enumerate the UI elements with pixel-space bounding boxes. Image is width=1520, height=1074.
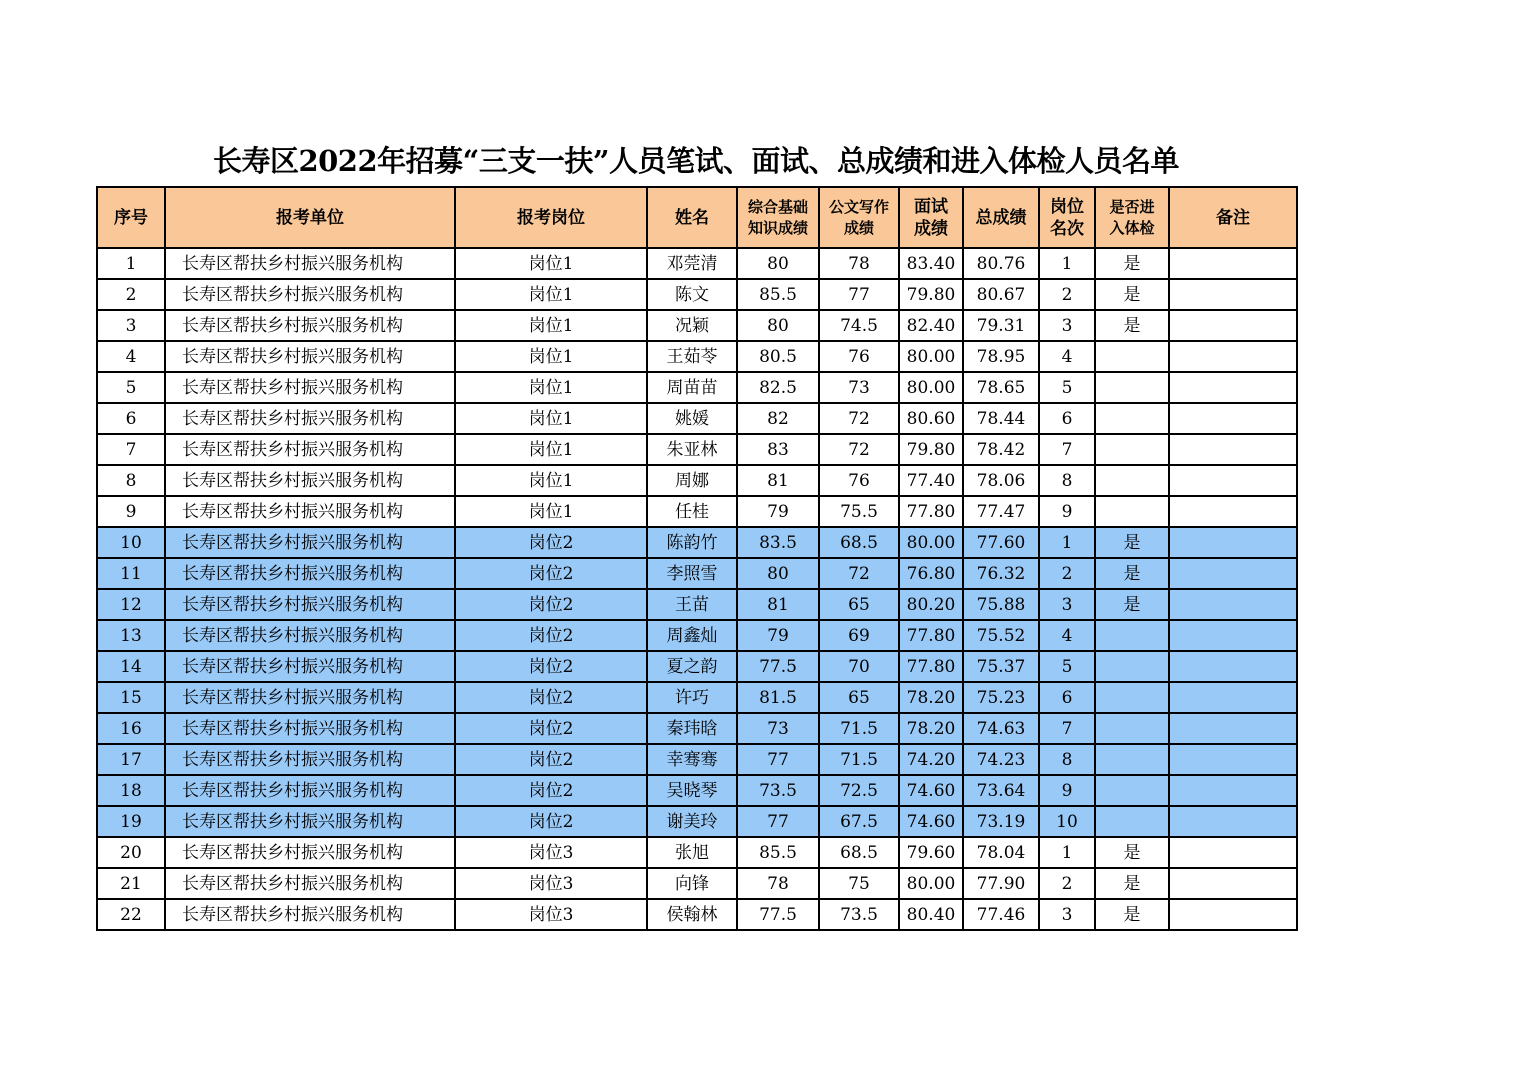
cell-name: 王茹苓 bbox=[647, 341, 737, 372]
cell-writing-score: 69 bbox=[819, 620, 899, 651]
cell-interview-score: 80.20 bbox=[899, 589, 963, 620]
cell-remark bbox=[1169, 279, 1297, 310]
header-line: 岗位 bbox=[1050, 196, 1084, 217]
cell-remark bbox=[1169, 744, 1297, 775]
cell-basic-score: 82.5 bbox=[737, 372, 819, 403]
cell-basic-score: 73 bbox=[737, 713, 819, 744]
cell-total: 79.31 bbox=[963, 310, 1039, 341]
cell-interview-score: 78.20 bbox=[899, 682, 963, 713]
header-line: 成绩 bbox=[914, 218, 948, 239]
table-row bbox=[97, 465, 1297, 496]
cell-interview-score: 80.00 bbox=[899, 868, 963, 899]
cell-writing-score: 74.5 bbox=[819, 310, 899, 341]
cell-unit: 长寿区帮扶乡村振兴服务机构 bbox=[165, 589, 455, 620]
header-line: 是否进 bbox=[1109, 197, 1155, 216]
cell-post: 岗位1 bbox=[455, 465, 647, 496]
col-header-interview-score bbox=[899, 187, 963, 248]
col-header-unit: 报考单位 bbox=[165, 187, 455, 248]
cell-unit: 长寿区帮扶乡村振兴服务机构 bbox=[165, 868, 455, 899]
cell-medical-exam bbox=[1095, 434, 1169, 465]
cell-interview-score: 79.60 bbox=[899, 837, 963, 868]
header-line: 面试 bbox=[914, 196, 948, 217]
cell-medical-exam: 是 bbox=[1095, 868, 1169, 899]
cell-interview-score: 80.40 bbox=[899, 899, 963, 930]
cell-post: 岗位3 bbox=[455, 837, 647, 868]
cell-total: 78.04 bbox=[963, 837, 1039, 868]
cell-post: 岗位1 bbox=[455, 279, 647, 310]
cell-interview-score: 78.20 bbox=[899, 713, 963, 744]
cell-interview-score: 77.80 bbox=[899, 496, 963, 527]
cell-interview-score: 76.80 bbox=[899, 558, 963, 589]
table-row bbox=[97, 341, 1297, 372]
cell-remark bbox=[1169, 527, 1297, 558]
cell-name: 侯翰林 bbox=[647, 899, 737, 930]
cell-writing-score: 72 bbox=[819, 403, 899, 434]
cell-total: 80.67 bbox=[963, 279, 1039, 310]
cell-post: 岗位1 bbox=[455, 310, 647, 341]
cell-post: 岗位2 bbox=[455, 806, 647, 837]
table-row bbox=[97, 775, 1297, 806]
cell-medical-exam bbox=[1095, 744, 1169, 775]
col-header-basic-score bbox=[737, 187, 819, 248]
cell-seq: 2 bbox=[97, 279, 165, 310]
table-row bbox=[97, 744, 1297, 775]
cell-basic-score: 77 bbox=[737, 744, 819, 775]
table-row bbox=[97, 403, 1297, 434]
cell-unit: 长寿区帮扶乡村振兴服务机构 bbox=[165, 837, 455, 868]
header-line: 成绩 bbox=[843, 218, 874, 237]
cell-rank: 7 bbox=[1039, 434, 1095, 465]
cell-interview-score: 80.00 bbox=[899, 341, 963, 372]
cell-basic-score: 77 bbox=[737, 806, 819, 837]
table-row bbox=[97, 434, 1297, 465]
cell-unit: 长寿区帮扶乡村振兴服务机构 bbox=[165, 434, 455, 465]
cell-name: 许巧 bbox=[647, 682, 737, 713]
col-header-post: 报考岗位 bbox=[455, 187, 647, 248]
cell-post: 岗位1 bbox=[455, 403, 647, 434]
cell-seq: 17 bbox=[97, 744, 165, 775]
header-row bbox=[97, 187, 1297, 248]
table-row bbox=[97, 496, 1297, 527]
cell-medical-exam: 是 bbox=[1095, 837, 1169, 868]
cell-medical-exam bbox=[1095, 651, 1169, 682]
cell-total: 78.95 bbox=[963, 341, 1039, 372]
cell-unit: 长寿区帮扶乡村振兴服务机构 bbox=[165, 465, 455, 496]
header-line: 名次 bbox=[1050, 218, 1084, 239]
cell-remark bbox=[1169, 713, 1297, 744]
cell-writing-score: 71.5 bbox=[819, 713, 899, 744]
cell-medical-exam: 是 bbox=[1095, 527, 1169, 558]
cell-unit: 长寿区帮扶乡村振兴服务机构 bbox=[165, 620, 455, 651]
cell-interview-score: 80.00 bbox=[899, 372, 963, 403]
cell-post: 岗位2 bbox=[455, 775, 647, 806]
cell-seq: 5 bbox=[97, 372, 165, 403]
cell-writing-score: 67.5 bbox=[819, 806, 899, 837]
cell-interview-score: 80.00 bbox=[899, 527, 963, 558]
cell-unit: 长寿区帮扶乡村振兴服务机构 bbox=[165, 527, 455, 558]
cell-medical-exam bbox=[1095, 403, 1169, 434]
cell-post: 岗位3 bbox=[455, 899, 647, 930]
cell-unit: 长寿区帮扶乡村振兴服务机构 bbox=[165, 372, 455, 403]
cell-writing-score: 72.5 bbox=[819, 775, 899, 806]
cell-total: 78.44 bbox=[963, 403, 1039, 434]
cell-interview-score: 80.60 bbox=[899, 403, 963, 434]
table-body bbox=[97, 248, 1297, 930]
cell-remark bbox=[1169, 620, 1297, 651]
cell-seq: 9 bbox=[97, 496, 165, 527]
table-row bbox=[97, 837, 1297, 868]
cell-interview-score: 77.80 bbox=[899, 620, 963, 651]
cell-writing-score: 68.5 bbox=[819, 837, 899, 868]
cell-basic-score: 79 bbox=[737, 620, 819, 651]
cell-name: 秦玮晗 bbox=[647, 713, 737, 744]
cell-rank: 1 bbox=[1039, 248, 1095, 279]
cell-post: 岗位2 bbox=[455, 589, 647, 620]
cell-post: 岗位2 bbox=[455, 744, 647, 775]
col-header-total: 总成绩 bbox=[963, 187, 1039, 248]
cell-remark bbox=[1169, 837, 1297, 868]
table-row bbox=[97, 558, 1297, 589]
cell-seq: 6 bbox=[97, 403, 165, 434]
col-header-medical-exam bbox=[1095, 187, 1169, 248]
table-row bbox=[97, 651, 1297, 682]
cell-seq: 7 bbox=[97, 434, 165, 465]
cell-seq: 16 bbox=[97, 713, 165, 744]
cell-total: 77.47 bbox=[963, 496, 1039, 527]
table-row bbox=[97, 868, 1297, 899]
cell-post: 岗位2 bbox=[455, 713, 647, 744]
cell-post: 岗位2 bbox=[455, 651, 647, 682]
table-row bbox=[97, 527, 1297, 558]
cell-name: 周鑫灿 bbox=[647, 620, 737, 651]
cell-remark bbox=[1169, 341, 1297, 372]
cell-interview-score: 79.80 bbox=[899, 434, 963, 465]
cell-interview-score: 74.60 bbox=[899, 775, 963, 806]
cell-remark bbox=[1169, 682, 1297, 713]
cell-writing-score: 78 bbox=[819, 248, 899, 279]
cell-medical-exam bbox=[1095, 682, 1169, 713]
cell-writing-score: 65 bbox=[819, 682, 899, 713]
cell-rank: 4 bbox=[1039, 341, 1095, 372]
cell-medical-exam bbox=[1095, 465, 1169, 496]
cell-seq: 14 bbox=[97, 651, 165, 682]
cell-unit: 长寿区帮扶乡村振兴服务机构 bbox=[165, 496, 455, 527]
cell-post: 岗位1 bbox=[455, 372, 647, 403]
cell-name: 张旭 bbox=[647, 837, 737, 868]
cell-interview-score: 77.40 bbox=[899, 465, 963, 496]
cell-basic-score: 80.5 bbox=[737, 341, 819, 372]
cell-remark bbox=[1169, 558, 1297, 589]
cell-rank: 1 bbox=[1039, 527, 1095, 558]
table-row bbox=[97, 899, 1297, 930]
cell-unit: 长寿区帮扶乡村振兴服务机构 bbox=[165, 310, 455, 341]
cell-seq: 13 bbox=[97, 620, 165, 651]
cell-total: 76.32 bbox=[963, 558, 1039, 589]
cell-name: 王苗 bbox=[647, 589, 737, 620]
cell-total: 75.37 bbox=[963, 651, 1039, 682]
table-row bbox=[97, 248, 1297, 279]
results-table bbox=[96, 186, 1298, 931]
cell-remark bbox=[1169, 248, 1297, 279]
cell-basic-score: 83.5 bbox=[737, 527, 819, 558]
cell-basic-score: 73.5 bbox=[737, 775, 819, 806]
cell-post: 岗位1 bbox=[455, 248, 647, 279]
header-line: 知识成绩 bbox=[747, 218, 808, 237]
cell-seq: 18 bbox=[97, 775, 165, 806]
table-row bbox=[97, 372, 1297, 403]
cell-interview-score: 74.60 bbox=[899, 806, 963, 837]
cell-writing-score: 76 bbox=[819, 465, 899, 496]
cell-basic-score: 77.5 bbox=[737, 899, 819, 930]
cell-name: 任桂 bbox=[647, 496, 737, 527]
cell-rank: 6 bbox=[1039, 403, 1095, 434]
cell-name: 姚媛 bbox=[647, 403, 737, 434]
cell-rank: 3 bbox=[1039, 310, 1095, 341]
cell-writing-score: 76 bbox=[819, 341, 899, 372]
cell-rank: 4 bbox=[1039, 620, 1095, 651]
cell-basic-score: 83 bbox=[737, 434, 819, 465]
col-header-name: 姓名 bbox=[647, 187, 737, 248]
cell-unit: 长寿区帮扶乡村振兴服务机构 bbox=[165, 806, 455, 837]
cell-remark bbox=[1169, 434, 1297, 465]
cell-post: 岗位2 bbox=[455, 682, 647, 713]
cell-total: 75.23 bbox=[963, 682, 1039, 713]
cell-name: 况颖 bbox=[647, 310, 737, 341]
cell-unit: 长寿区帮扶乡村振兴服务机构 bbox=[165, 682, 455, 713]
cell-remark bbox=[1169, 465, 1297, 496]
cell-writing-score: 70 bbox=[819, 651, 899, 682]
cell-seq: 20 bbox=[97, 837, 165, 868]
cell-name: 谢美玲 bbox=[647, 806, 737, 837]
cell-name: 向锋 bbox=[647, 868, 737, 899]
cell-remark bbox=[1169, 496, 1297, 527]
cell-total: 78.65 bbox=[963, 372, 1039, 403]
cell-rank: 8 bbox=[1039, 744, 1095, 775]
cell-seq: 19 bbox=[97, 806, 165, 837]
header-line: 综合基础 bbox=[747, 197, 808, 216]
cell-rank: 5 bbox=[1039, 651, 1095, 682]
cell-total: 75.88 bbox=[963, 589, 1039, 620]
cell-name: 邓莞清 bbox=[647, 248, 737, 279]
cell-remark bbox=[1169, 310, 1297, 341]
col-header-rank bbox=[1039, 187, 1095, 248]
cell-post: 岗位1 bbox=[455, 341, 647, 372]
page-title: 长寿区2022年招募“三支一扶”人员笔试、面试、总成绩和进入体检人员名单 bbox=[212, 144, 1180, 178]
cell-remark bbox=[1169, 372, 1297, 403]
cell-medical-exam bbox=[1095, 806, 1169, 837]
cell-post: 岗位1 bbox=[455, 496, 647, 527]
cell-basic-score: 79 bbox=[737, 496, 819, 527]
cell-unit: 长寿区帮扶乡村振兴服务机构 bbox=[165, 651, 455, 682]
cell-rank: 1 bbox=[1039, 837, 1095, 868]
col-header-seq: 序号 bbox=[97, 187, 165, 248]
cell-basic-score: 77.5 bbox=[737, 651, 819, 682]
cell-writing-score: 75.5 bbox=[819, 496, 899, 527]
cell-basic-score: 85.5 bbox=[737, 837, 819, 868]
cell-name: 幸骞骞 bbox=[647, 744, 737, 775]
cell-writing-score: 72 bbox=[819, 434, 899, 465]
cell-name: 朱亚林 bbox=[647, 434, 737, 465]
cell-total: 78.06 bbox=[963, 465, 1039, 496]
table-row bbox=[97, 310, 1297, 341]
table-row bbox=[97, 806, 1297, 837]
cell-seq: 15 bbox=[97, 682, 165, 713]
cell-seq: 4 bbox=[97, 341, 165, 372]
cell-total: 80.76 bbox=[963, 248, 1039, 279]
cell-total: 73.19 bbox=[963, 806, 1039, 837]
cell-unit: 长寿区帮扶乡村振兴服务机构 bbox=[165, 248, 455, 279]
cell-remark bbox=[1169, 589, 1297, 620]
header-line: 公文写作 bbox=[828, 197, 889, 216]
cell-name: 陈韵竹 bbox=[647, 527, 737, 558]
cell-post: 岗位2 bbox=[455, 527, 647, 558]
table-row bbox=[97, 682, 1297, 713]
cell-medical-exam bbox=[1095, 775, 1169, 806]
cell-total: 74.23 bbox=[963, 744, 1039, 775]
cell-unit: 长寿区帮扶乡村振兴服务机构 bbox=[165, 558, 455, 589]
cell-rank: 6 bbox=[1039, 682, 1095, 713]
cell-unit: 长寿区帮扶乡村振兴服务机构 bbox=[165, 403, 455, 434]
cell-medical-exam bbox=[1095, 372, 1169, 403]
table-row bbox=[97, 620, 1297, 651]
cell-interview-score: 82.40 bbox=[899, 310, 963, 341]
cell-unit: 长寿区帮扶乡村振兴服务机构 bbox=[165, 775, 455, 806]
cell-seq: 21 bbox=[97, 868, 165, 899]
cell-medical-exam: 是 bbox=[1095, 310, 1169, 341]
cell-rank: 2 bbox=[1039, 558, 1095, 589]
cell-total: 77.60 bbox=[963, 527, 1039, 558]
cell-basic-score: 78 bbox=[737, 868, 819, 899]
cell-basic-score: 81.5 bbox=[737, 682, 819, 713]
cell-remark bbox=[1169, 899, 1297, 930]
cell-total: 77.90 bbox=[963, 868, 1039, 899]
cell-basic-score: 80 bbox=[737, 310, 819, 341]
cell-medical-exam: 是 bbox=[1095, 248, 1169, 279]
cell-writing-score: 72 bbox=[819, 558, 899, 589]
cell-interview-score: 74.20 bbox=[899, 744, 963, 775]
col-header-remark: 备注 bbox=[1169, 187, 1297, 248]
cell-total: 75.52 bbox=[963, 620, 1039, 651]
cell-medical-exam: 是 bbox=[1095, 899, 1169, 930]
cell-writing-score: 71.5 bbox=[819, 744, 899, 775]
cell-rank: 9 bbox=[1039, 496, 1095, 527]
cell-total: 77.46 bbox=[963, 899, 1039, 930]
cell-writing-score: 75 bbox=[819, 868, 899, 899]
cell-writing-score: 65 bbox=[819, 589, 899, 620]
cell-total: 73.64 bbox=[963, 775, 1039, 806]
cell-writing-score: 73 bbox=[819, 372, 899, 403]
cell-seq: 12 bbox=[97, 589, 165, 620]
cell-rank: 2 bbox=[1039, 279, 1095, 310]
cell-writing-score: 73.5 bbox=[819, 899, 899, 930]
cell-interview-score: 83.40 bbox=[899, 248, 963, 279]
cell-basic-score: 80 bbox=[737, 558, 819, 589]
cell-rank: 2 bbox=[1039, 868, 1095, 899]
cell-seq: 1 bbox=[97, 248, 165, 279]
cell-total: 74.63 bbox=[963, 713, 1039, 744]
cell-post: 岗位1 bbox=[455, 434, 647, 465]
cell-post: 岗位3 bbox=[455, 868, 647, 899]
cell-rank: 3 bbox=[1039, 589, 1095, 620]
cell-remark bbox=[1169, 403, 1297, 434]
cell-medical-exam bbox=[1095, 713, 1169, 744]
cell-remark bbox=[1169, 651, 1297, 682]
cell-rank: 7 bbox=[1039, 713, 1095, 744]
cell-seq: 10 bbox=[97, 527, 165, 558]
cell-unit: 长寿区帮扶乡村振兴服务机构 bbox=[165, 279, 455, 310]
cell-unit: 长寿区帮扶乡村振兴服务机构 bbox=[165, 744, 455, 775]
cell-rank: 8 bbox=[1039, 465, 1095, 496]
cell-medical-exam: 是 bbox=[1095, 589, 1169, 620]
cell-basic-score: 85.5 bbox=[737, 279, 819, 310]
cell-name: 周娜 bbox=[647, 465, 737, 496]
cell-medical-exam bbox=[1095, 496, 1169, 527]
cell-name: 李照雪 bbox=[647, 558, 737, 589]
cell-seq: 22 bbox=[97, 899, 165, 930]
cell-post: 岗位2 bbox=[455, 620, 647, 651]
cell-medical-exam: 是 bbox=[1095, 279, 1169, 310]
cell-total: 78.42 bbox=[963, 434, 1039, 465]
cell-name: 周苗苗 bbox=[647, 372, 737, 403]
cell-writing-score: 68.5 bbox=[819, 527, 899, 558]
cell-name: 陈文 bbox=[647, 279, 737, 310]
cell-basic-score: 81 bbox=[737, 589, 819, 620]
cell-interview-score: 79.80 bbox=[899, 279, 963, 310]
header-line: 入体检 bbox=[1109, 218, 1155, 237]
cell-rank: 5 bbox=[1039, 372, 1095, 403]
cell-remark bbox=[1169, 868, 1297, 899]
cell-basic-score: 80 bbox=[737, 248, 819, 279]
cell-unit: 长寿区帮扶乡村振兴服务机构 bbox=[165, 713, 455, 744]
cell-medical-exam bbox=[1095, 620, 1169, 651]
col-header-writing-score bbox=[819, 187, 899, 248]
cell-basic-score: 81 bbox=[737, 465, 819, 496]
cell-post: 岗位2 bbox=[455, 558, 647, 589]
cell-unit: 长寿区帮扶乡村振兴服务机构 bbox=[165, 341, 455, 372]
table-row bbox=[97, 713, 1297, 744]
cell-remark bbox=[1169, 806, 1297, 837]
table-row bbox=[97, 279, 1297, 310]
cell-seq: 8 bbox=[97, 465, 165, 496]
cell-medical-exam bbox=[1095, 341, 1169, 372]
cell-seq: 3 bbox=[97, 310, 165, 341]
cell-seq: 11 bbox=[97, 558, 165, 589]
cell-writing-score: 77 bbox=[819, 279, 899, 310]
cell-rank: 9 bbox=[1039, 775, 1095, 806]
cell-interview-score: 77.80 bbox=[899, 651, 963, 682]
cell-name: 夏之韵 bbox=[647, 651, 737, 682]
table-row bbox=[97, 589, 1297, 620]
cell-rank: 10 bbox=[1039, 806, 1095, 837]
cell-remark bbox=[1169, 775, 1297, 806]
cell-rank: 3 bbox=[1039, 899, 1095, 930]
cell-unit: 长寿区帮扶乡村振兴服务机构 bbox=[165, 899, 455, 930]
cell-name: 吴晓琴 bbox=[647, 775, 737, 806]
cell-medical-exam: 是 bbox=[1095, 558, 1169, 589]
cell-basic-score: 82 bbox=[737, 403, 819, 434]
